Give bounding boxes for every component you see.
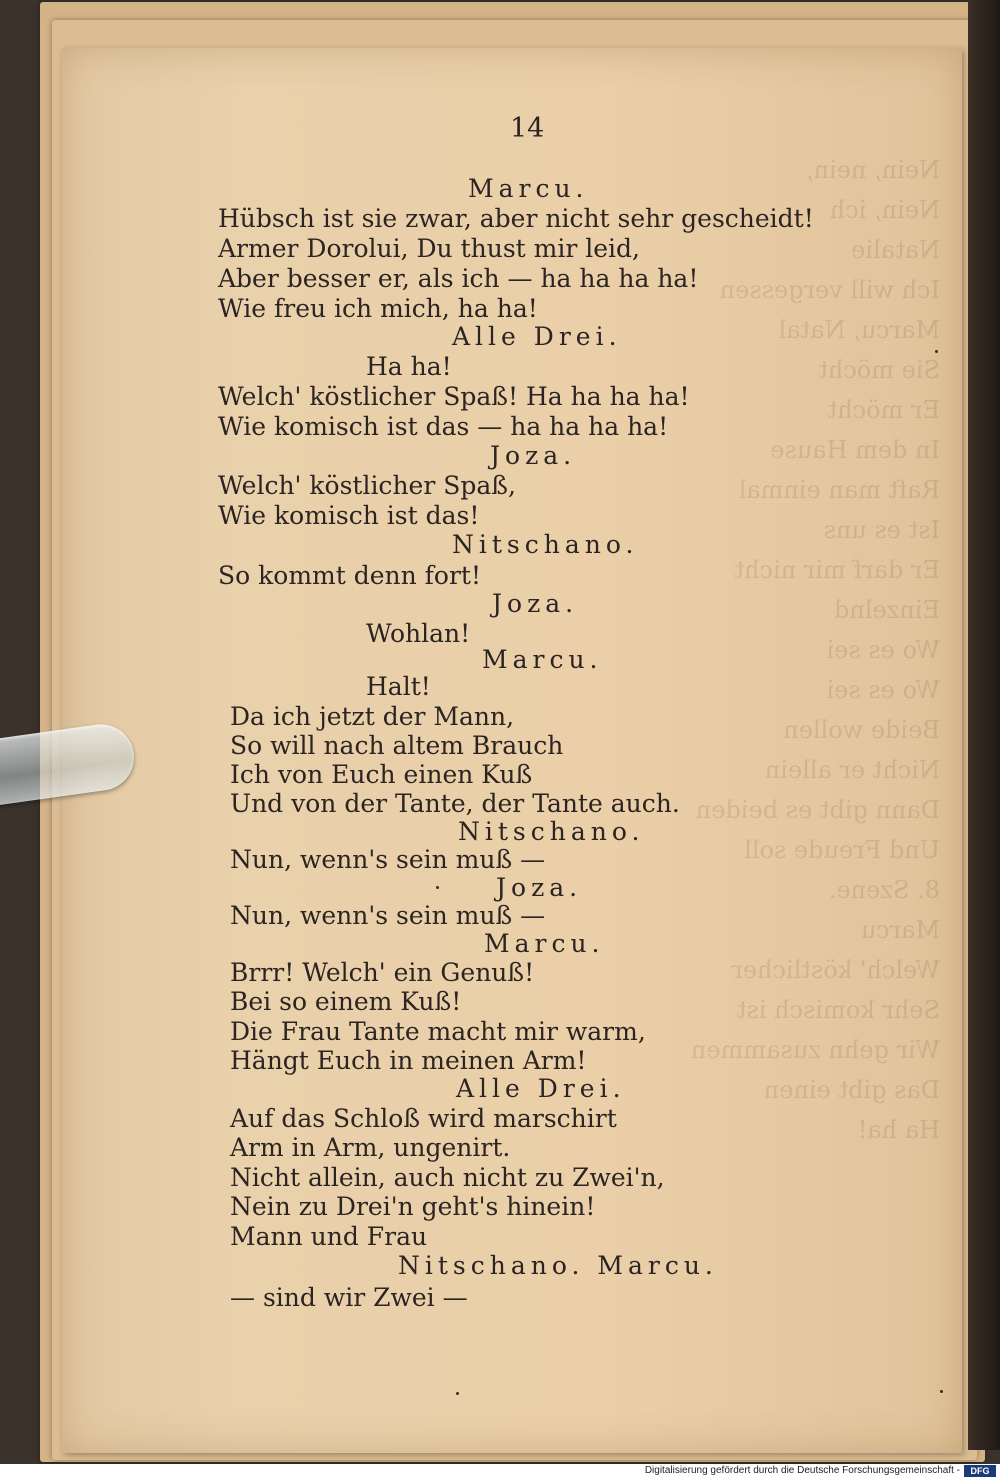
- speaker-name: Joza.: [490, 441, 577, 470]
- speaker-name: Marcu.: [482, 645, 603, 674]
- footer-bar: [0, 1464, 1000, 1478]
- speaker-name: Nitschano. Marcu.: [398, 1251, 718, 1280]
- footer-credit: Digitalisierung gefördert durch die Deutsche Forschungsgemeinschaft -: [644, 1465, 960, 1476]
- verse-line: Die Frau Tante macht mir warm,: [230, 1017, 646, 1046]
- speck: [935, 350, 938, 353]
- page-number: 14: [510, 113, 545, 144]
- verse-line: Ich von Euch einen Kuß: [230, 760, 533, 789]
- verse-line: Ha ha!: [366, 352, 452, 381]
- verse-line: Brrr! Welch' ein Genuß!: [230, 958, 535, 987]
- speaker-name: Alle Drei.: [456, 1074, 626, 1103]
- verse-line: — sind wir Zwei —: [230, 1283, 468, 1312]
- verse-line: Welch' köstlicher Spaß! Ha ha ha ha!: [218, 382, 690, 411]
- verse-line: Hängt Euch in meinen Arm!: [230, 1046, 587, 1075]
- verse-line: Halt!: [366, 672, 431, 701]
- verse-line: So kommt denn fort!: [218, 561, 482, 590]
- speck: [940, 1390, 943, 1393]
- speck: [456, 1392, 459, 1395]
- verse-line: Arm in Arm, ungenirt.: [230, 1133, 511, 1162]
- verse-line: Nun, wenn's sein muß —: [230, 901, 546, 930]
- speaker-name: Alle Drei.: [452, 322, 622, 351]
- verse-line: Da ich jetzt der Mann,: [230, 702, 515, 731]
- verse-line: Nein zu Drei'n geht's hinein!: [230, 1192, 596, 1221]
- verse-line: Nicht allein, auch nicht zu Zwei'n,: [230, 1163, 665, 1192]
- verse-line: Und von der Tante, der Tante auch.: [230, 789, 680, 818]
- verse-line: Hübsch ist sie zwar, aber nicht sehr gescheidt!: [218, 204, 814, 233]
- speaker-name: Marcu.: [468, 174, 589, 203]
- verse-line: Bei so einem Kuß!: [230, 987, 462, 1016]
- binding-edge: [968, 0, 1000, 1450]
- show-through-text: Nein, nein, Nein, ich Natalie Ich will vergessen Marcu, Natal Sie möcht Er möcht In dem Hause Raft man einmal Ist es uns Er darf mir nicht Einzelnd Wo es sei Wo es sei Beide wollen Nicht er allein Dann gibt es beiden Und Freude soll 8. Szene. Marcu Welch' köstlicher Sehr komisch ist Wir gehn zusammen Das gibt einen Ha ha!: [690, 156, 940, 1144]
- verse-line: Aber besser er, als ich — ha ha ha ha!: [218, 264, 699, 293]
- verse-line: Armer Dorolui, Du thust mir leid,: [218, 234, 640, 263]
- verse-line: Mann und Frau: [230, 1222, 428, 1251]
- speck: [436, 886, 439, 889]
- verse-line: Auf das Schloß wird marschirt: [230, 1104, 617, 1133]
- speaker-name: Marcu.: [484, 929, 605, 958]
- verse-line: Wie freu ich mich, ha ha!: [218, 294, 538, 323]
- speaker-name: Joza.: [496, 873, 583, 902]
- speaker-name: Nitschano.: [458, 817, 645, 846]
- verse-line: Wie komisch ist das!: [218, 501, 480, 530]
- verse-line: So will nach altem Brauch: [230, 731, 564, 760]
- verse-line: Wohlan!: [366, 619, 471, 648]
- speaker-name: Nitschano.: [452, 530, 639, 559]
- verse-line: Nun, wenn's sein muß —: [230, 845, 546, 874]
- speaker-name: Joza.: [492, 589, 579, 618]
- verse-line: Wie komisch ist das — ha ha ha ha!: [218, 412, 669, 441]
- verse-line: Welch' köstlicher Spaß,: [218, 471, 516, 500]
- dfg-logo-icon: DFG: [964, 1465, 996, 1477]
